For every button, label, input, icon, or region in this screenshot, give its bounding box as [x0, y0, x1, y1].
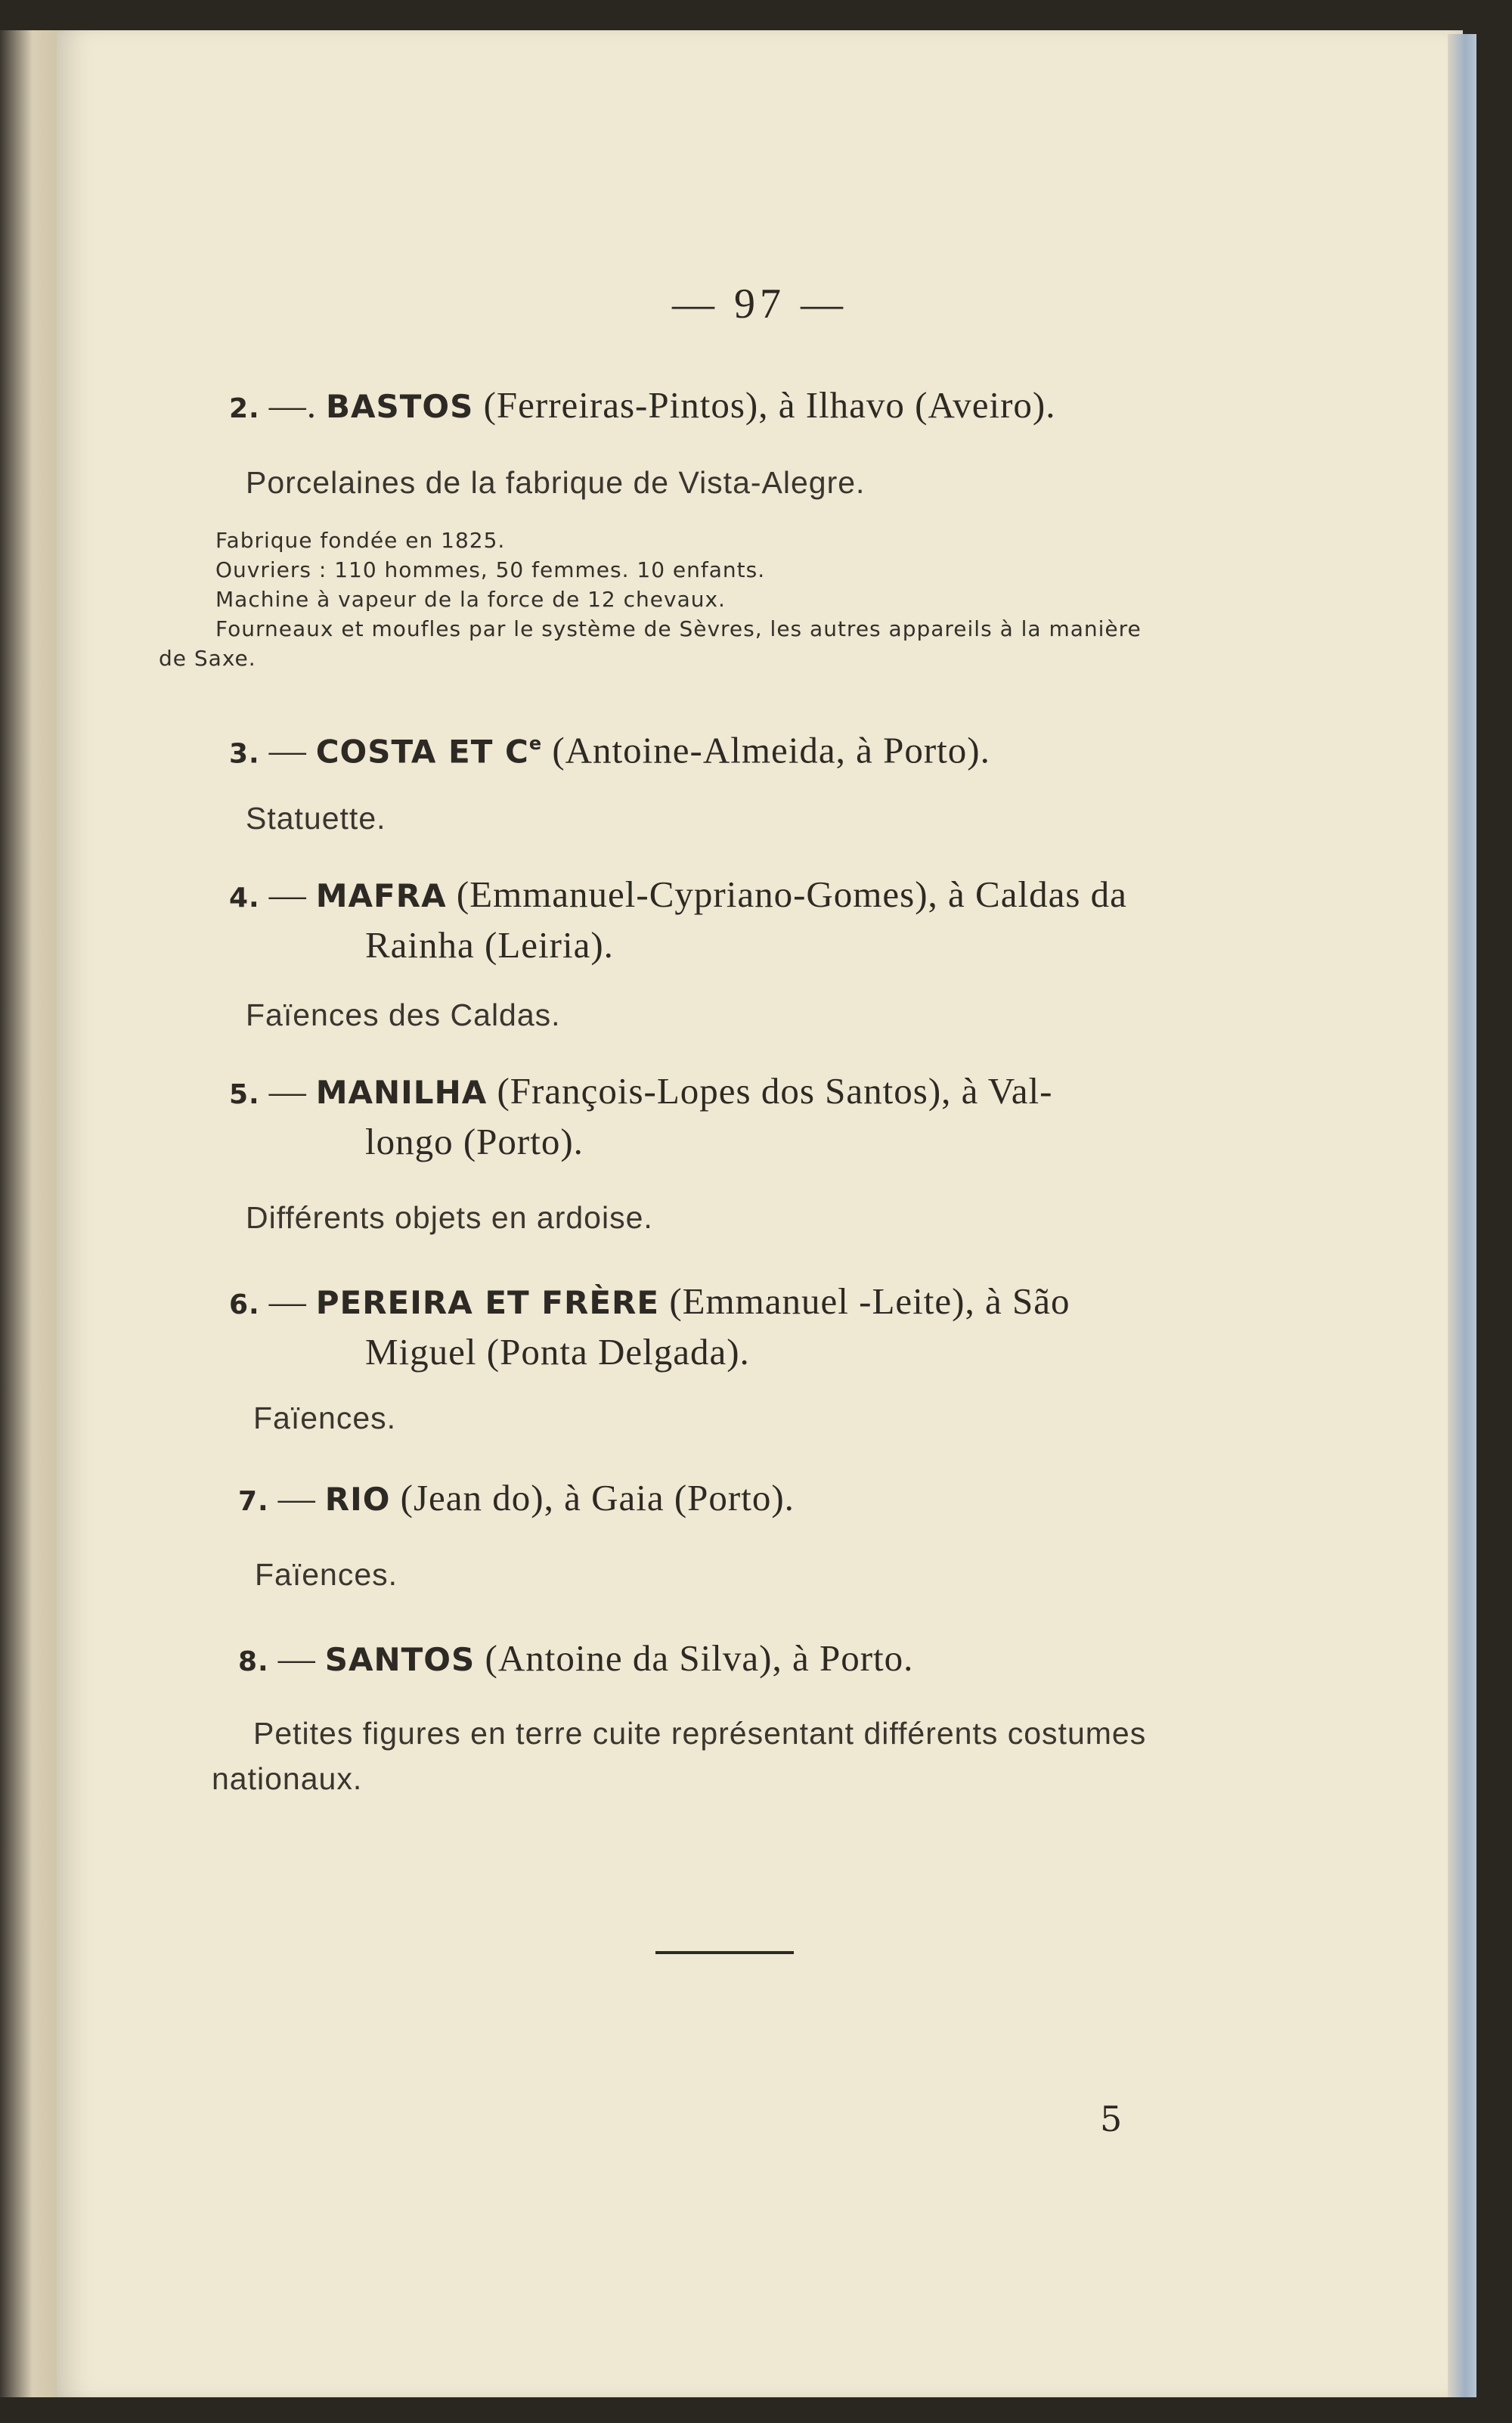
entry-description: Faïences. [255, 1557, 398, 1592]
background-strip [0, 2397, 1512, 2423]
entry-title: 7. — RIO (Jean do), à Gaia (Porto). [238, 1477, 795, 1519]
entry-description: Statuette. [246, 801, 386, 836]
entry-description: Porcelaines de la fabrique de Vista-Alegre. [246, 465, 866, 500]
page-number: — 97 — [672, 281, 847, 327]
closing-rule [655, 1951, 794, 1954]
page-edge [1448, 34, 1476, 2397]
facing-page-edge [0, 30, 59, 2423]
entry-title: 5. — MANILHA (François-Lopes dos Santos), à Val- longo (Porto). [229, 1070, 1053, 1162]
entry-description: Différents objets en ardoise. [246, 1200, 653, 1235]
entry-title: 4. — MAFRA (Emmanuel-Cypriano-Gomes), à Caldas da Rainha (Leiria). [229, 873, 1127, 966]
entry-description: Faïences des Caldas. [246, 997, 561, 1032]
entry-details: Fabrique fondée en 1825. Ouvriers : 110 hommes, 50 femmes. 10 enfants. Machine à vapeur de la force de 12 chevaux. Fourneaux et moufles par le système de Sèvres, les autres appareils à la manière de Saxe. [159, 528, 1142, 671]
entry-description: Faïences. [253, 1401, 397, 1435]
entry-title: 6. — PEREIRA ET FRÈRE (Emmanuel -Leite), à São Miguel (Ponta Delgada). [229, 1280, 1070, 1373]
book-page [57, 30, 1463, 2397]
entry-title: 8. — SANTOS (Antoine da Silva), à Porto. [238, 1637, 914, 1679]
entry-title: 2. —. BASTOS (Ferreiras-Pintos), à Ilhavo (Aveiro). [229, 384, 1056, 426]
entry-title: 3. — COSTA ET Ce (Antoine-Almeida, à Porto). [229, 729, 990, 771]
entry-description: Petites figures en terre cuite représentant différents costumes nationaux. [212, 1716, 1147, 1796]
signature-mark: 5 [1100, 2099, 1123, 2139]
